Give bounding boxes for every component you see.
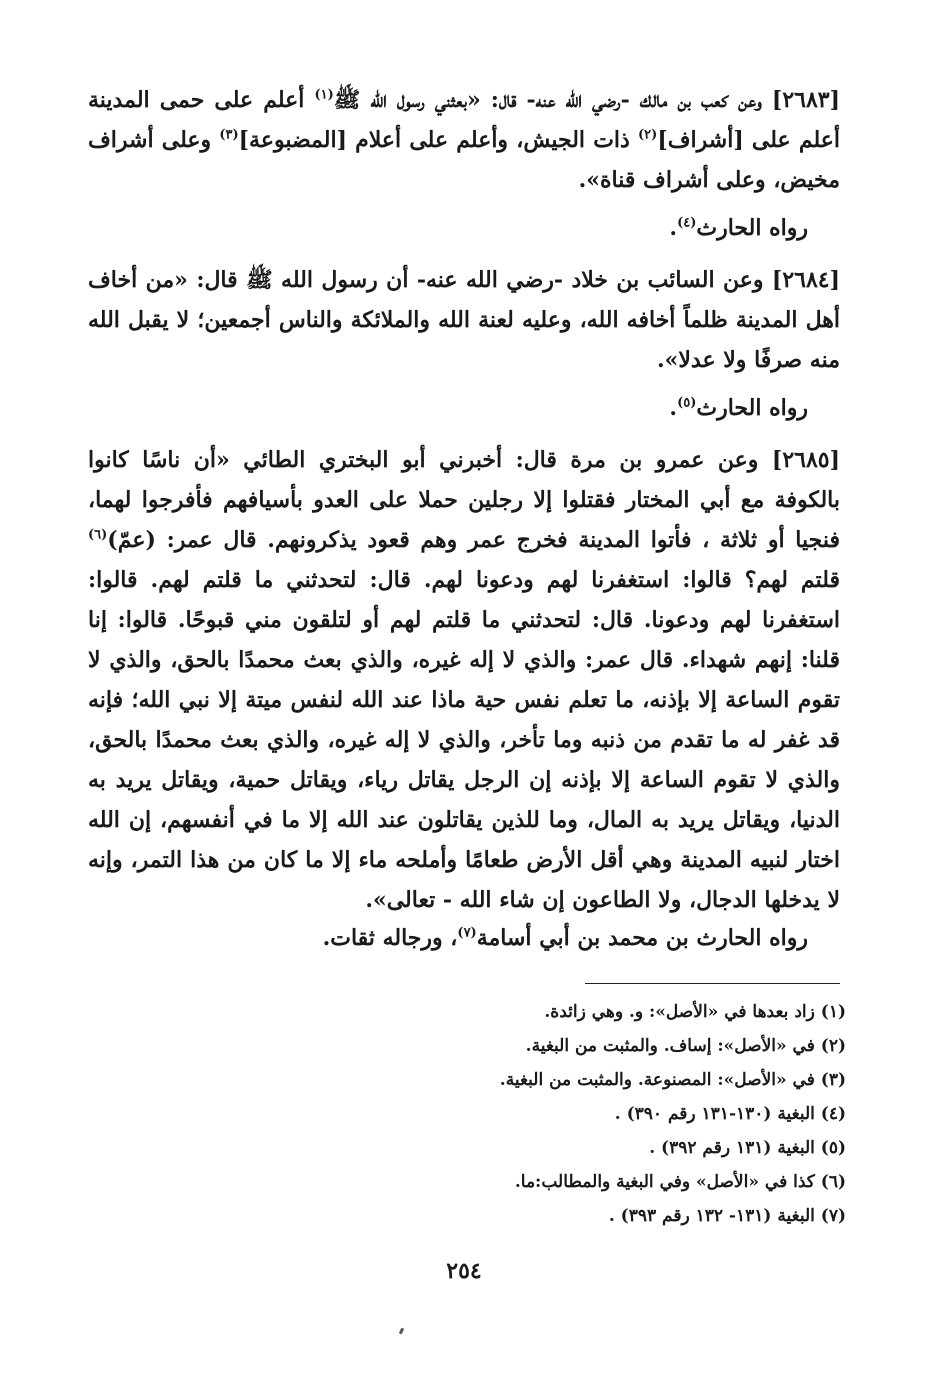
footnote-2: (٢) في «الأصل»: إساف. والمثبت من البغية. bbox=[525, 1036, 846, 1056]
footnote-ref: (٧) bbox=[457, 925, 477, 941]
hadith-number: [٢٦٨٥] bbox=[771, 447, 840, 473]
footnote-1: (١) زاد بعدها في «الأصل»: و. وهي زائدة. bbox=[544, 1002, 846, 1022]
hadith-text: أعلم على حمى المدينة أعلم على [أشراف] bbox=[88, 87, 841, 153]
hadith-2685-paragraph bbox=[88, 440, 840, 920]
attribution-end: . bbox=[669, 395, 678, 421]
hadith-2684-paragraph bbox=[88, 260, 840, 380]
footnote-ref: (١) bbox=[314, 87, 334, 103]
footnote-ref: (٤) bbox=[677, 215, 697, 231]
attribution-end: ، ورجاله ثقات. bbox=[322, 925, 458, 951]
footnotes bbox=[146, 995, 846, 1233]
footnote-ref: (٥) bbox=[677, 395, 697, 411]
attribution-end: . bbox=[669, 215, 678, 241]
footnote-4: (٤) البغية (١٣٠-١٣١ رقم ٣٩٠) . bbox=[614, 1104, 846, 1124]
footnote-7: (٧) البغية (١٣١- ١٣٢ رقم ٣٩٣) . bbox=[608, 1206, 846, 1226]
footnote-ref: (٦) bbox=[88, 527, 108, 543]
footnote-3: (٣) في «الأصل»: المصنوعة. والمثبت من البغية. bbox=[499, 1070, 846, 1090]
hadith-number: [٢٦٨٤] bbox=[771, 267, 840, 293]
hadith-2683 bbox=[88, 80, 840, 200]
hadith-2683-attribution bbox=[669, 208, 808, 248]
page-number: ٢٥٤ bbox=[446, 1258, 482, 1284]
footnote-separator bbox=[585, 983, 840, 984]
hadith-number: [٢٦٨٣] bbox=[771, 87, 840, 113]
hadith-2684 bbox=[88, 260, 840, 380]
footnote-ref: (٢) bbox=[638, 127, 658, 143]
hadith-2685 bbox=[88, 440, 840, 920]
hadith-2684-attribution bbox=[669, 388, 808, 428]
hadith-text: ذات الجيش، وأعلم على أعلام [المضبوعة] bbox=[238, 127, 639, 153]
hadith-2685-attribution bbox=[323, 918, 808, 958]
footnote-6: (٦) كذا في «الأصل» وفي البغية والمطالب:ما. bbox=[514, 1172, 846, 1192]
hadith-text: وعن كعب بن مالك -رضي الله عنه- قال: «بعثني رسول الله ﷺ bbox=[333, 87, 772, 113]
hadith-text: وعن السائب بن خلاد -رضي الله عنه- أن رسول الله ﷺ قال: «من أخاف أهل المدينة ظلماً أخافه الله، وعليه لعنة الله والملائكة والناس أجمعين؛ لا يقبل الله منه صرفًا ولا عدلا». bbox=[88, 267, 840, 373]
hadith-text: وعلى أشراف مخيض، وعلى أشراف قناة». bbox=[88, 127, 840, 193]
attribution-text: رواه الحارث bbox=[696, 215, 808, 241]
attribution-text: رواه الحارث bbox=[696, 395, 808, 421]
hadith-text: وعن عمرو بن مرة قال: أخبرني أبو البختري الطائي «أن ناسًا كانوا بالكوفة مع أبي المختار فقتلوا إلا رجلين حملا على العدو بأسيافهم فأفرجوا لهما، فنجيا أو ثلاثة ، فأتوا المدينة فخرج عمر وهم قعود يذكرونهم. قال عمر: (عمّ) bbox=[88, 447, 840, 553]
attribution-text: رواه الحارث بن محمد بن أبي أسامة bbox=[476, 925, 808, 951]
footnote-5: (٥) البغية (١٣١ رقم ٣٩٢) . bbox=[649, 1138, 846, 1158]
hadith-text: قلتم لهم؟ قالوا: استغفرنا لهم ودعونا لهم. قال: لتحدثني ما قلتم لهم. قالوا: استغفرنا لهم ودعونا. قال: لتحدثني ما قلتم لهم أو لتلقون مني قبوحًا. قالوا: إنا قلنا: إنهم شهداء. قال عمر: والذي لا إله غيره، والذي بعث محمدًا بالحق، والذي لا تقوم الساعة إلا بإذنه، ما تعلم نفس حية ماذا عند الله لنفس ميتة إلا نبي الله؛ فإنه قد غفر له ما تقدم من ذنبه وما تأخر، والذي لا إله غيره، والذي بعث محمدًا بالحق، والذي لا تقوم الساعة إلا بإذنه إن الرجل يقاتل رياء، ويقاتل حمية، ويقاتل يريد به الدنيا، ويقاتل يريد به المال، وما للذين يقاتلون عند الله إلا ما في أنفسهم، إن الله اختار لنبيه المدينة وهي أقل الأرض طعامًا وأملحه ماء إلا ما كان من هذا التمر، وإنه لا يدخلها الدجال، ولا الطاعون إن شاء الله - تعالى». bbox=[88, 567, 840, 913]
scan-mark bbox=[399, 1328, 404, 1335]
footnote-ref: (٣) bbox=[219, 127, 239, 143]
hadith-2683-paragraph bbox=[88, 80, 840, 200]
